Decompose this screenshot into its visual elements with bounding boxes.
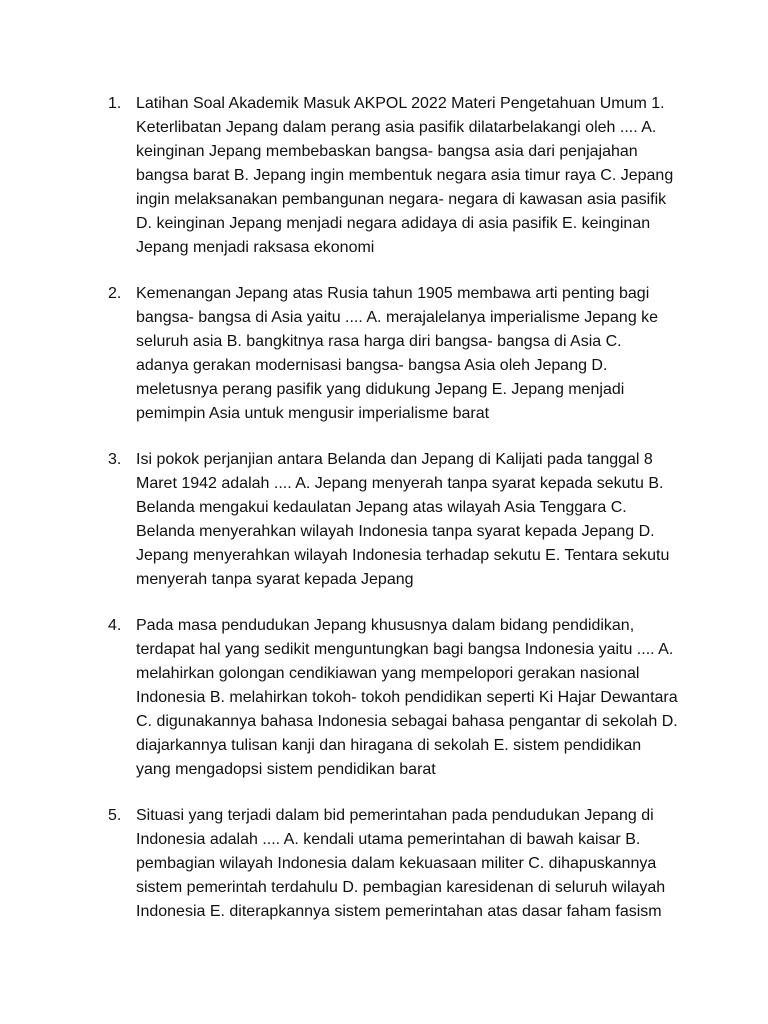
item-number: 1. <box>108 95 122 112</box>
list-item <box>108 92 678 260</box>
item-text: Pada masa pendudukan Jepang khususnya dalam bidang pendidikan, terdapat hal yang sedikit menguntungkan bagi bangsa Indonesia yaitu .... A. melahirkan golongan cendikiawan yang mempelopori gerakan nasional Indonesia B. melahirkan tokoh- tokoh pendidikan seperti Ki Hajar Dewantara C. digunakannya bahasa Indonesia sebagai bahasa pengantar di sekolah D. diajarkannya tulisan kanji dan hiragana di sekolah E. sistem pendidikan yang mengadopsi sistem pendidikan barat <box>136 617 678 778</box>
item-number: 3. <box>108 451 122 468</box>
item-number: 2. <box>108 285 122 302</box>
item-number: 5. <box>108 807 122 824</box>
item-text: Situasi yang terjadi dalam bid pemerintahan pada pendudukan Jepang di Indonesia adalah .... A. kendali utama pemerintahan di bawah kaisar B. pembagian wilayah Indonesia dalam kekuasaan militer C. dihapuskannya sistem pemerintah terdahulu D. pembagian karesidenan di seluruh wilayah Indonesia E. diterapkannya sistem pemerintahan atas dasar faham fasism <box>136 807 666 920</box>
list-item <box>108 448 678 592</box>
question-list <box>108 92 678 946</box>
item-text: Latihan Soal Akademik Masuk AKPOL 2022 Materi Pengetahuan Umum 1. Keterlibatan Jepang dalam perang asia pasifik dilatarbelakangi oleh .... A. keinginan Jepang membebaskan bangsa- bangsa asia dari penjajahan bangsa barat B. Jepang ingin membentuk negara asia timur raya C. Jepang ingin melaksanakan pembangunan negara- negara di kawasan asia pasifik D. keinginan Jepang menjadi negara adidaya di asia pasifik E. keinginan Jepang menjadi raksasa ekonomi <box>136 95 674 256</box>
item-number: 4. <box>108 617 122 634</box>
list-item <box>108 614 678 782</box>
item-text: Isi pokok perjanjian antara Belanda dan Jepang di Kalijati pada tanggal 8 Maret 1942 adalah .... A. Jepang menyerah tanpa syarat kepada sekutu B. Belanda mengakui kedaulatan Jepang atas wilayah Asia Tenggara C. Belanda menyerahkan wilayah Indonesia tanpa syarat kepada Jepang D. Jepang menyerahkan wilayah Indonesia terhadap sekutu E. Tentara sekutu menyerah tanpa syarat kepada Jepang <box>136 451 670 588</box>
list-item <box>108 804 678 924</box>
list-item <box>108 282 678 426</box>
item-text: Kemenangan Jepang atas Rusia tahun 1905 membawa arti penting bagi bangsa- bangsa di Asia yaitu .... A. merajalelanya imperialisme Jepang ke seluruh asia B. bangkitnya rasa harga diri bangsa- bangsa di Asia C. adanya gerakan modernisasi bangsa- bangsa Asia oleh Jepang D. meletusnya perang pasifik yang didukung Jepang E. Jepang menjadi pemimpin Asia untuk mengusir imperialisme barat <box>136 285 659 422</box>
